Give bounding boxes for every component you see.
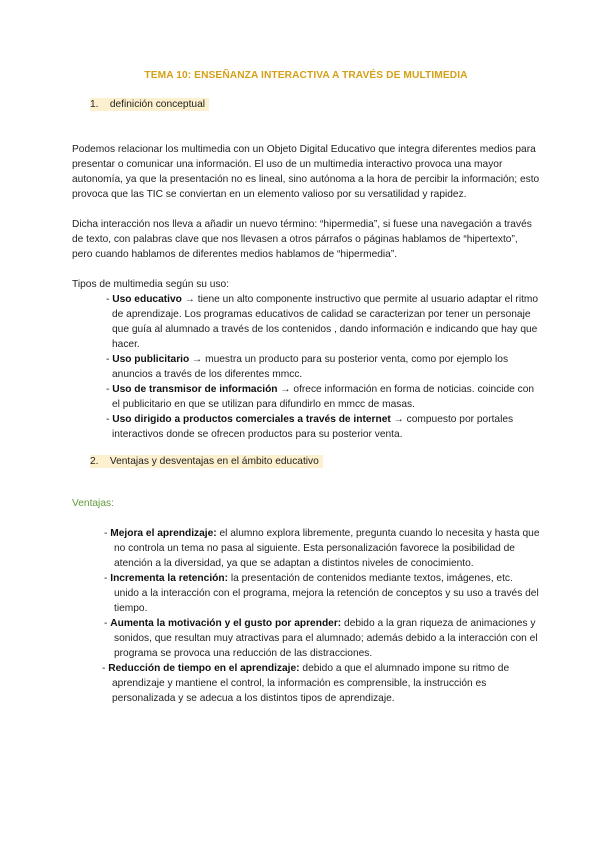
list-item: - Uso de transmisor de información → ofrece información en forma de noticias. coincide con el publicitario en que se utilizan para difundirlo en mmcc de masas. bbox=[106, 384, 535, 410]
paragraph-multimedia: Podemos relacionar los multimedia con un Objeto Digital Educativo que integra diferentes medios para presentar o comunicar una información. El uso de un multimedia interactivo provoca una mayor autonomía, ya que la presentación no es lineal, sino autónoma a la hora de percibir la información; esto provoca que las TIC se conviertan en un elemento valioso por su versatilidad y rapidez. bbox=[72, 144, 540, 200]
list-item: - Mejora el aprendizaje: el alumno explora libremente, pregunta cuando lo necesita y hasta que no controla un tema no pasa al siguiente. Esta personalización favorece la posibilidad de atención a la diversidad, ya que se adaptan a distintos niveles de conocimiento. bbox=[104, 528, 540, 569]
list-item: - Uso dirigido a productos comerciales a través de internet → compuesto por portales interactivos donde se ofrecen productos para su posterior venta. bbox=[106, 414, 514, 440]
paragraph-hipermedia: Dicha interacción nos lleva a añadir un nuevo término: “hipermedia”, si fuese una navegación a través de texto, con palabras clave que nos llevasen a otros párrafos o páginas hablamos de “hipertexto”, pero cuando hablamos de diferentes medios hablamos de “hipermedia”. bbox=[72, 219, 532, 260]
list-item: - Incrementa la retención: la presentación de contenidos mediante textos, imágenes, etc. unido a la interacción con el programa, mejora la retención de conceptos y su uso a través del tiempo. bbox=[104, 573, 539, 614]
list-item: - Reducción de tiempo en el aprendizaje: debido a que el alumnado impone su ritmo de aprendizaje y mantiene el control, la información es comprensible, la instrucción es personalizada y se adecua a los distintos tipos de aprendizaje. bbox=[102, 663, 510, 704]
types-intro: Tipos de multimedia según su uso: bbox=[72, 279, 230, 290]
types-list bbox=[72, 292, 540, 442]
ventajas-label: Ventajas: bbox=[72, 498, 114, 509]
section-heading-1 bbox=[90, 97, 540, 112]
section-heading-2 bbox=[90, 454, 540, 469]
ventajas-list bbox=[72, 526, 540, 706]
section-label: definición conceptual bbox=[109, 99, 205, 110]
list-item: - Aumenta la motivación y el gusto por aprender: debido a la gran riqueza de animaciones y sonidos, que resultan muy atractivas para el alumnado; además debido a la interacción con el programa se provoca una reducción de las distracciones. bbox=[104, 618, 538, 659]
section-number: 2. bbox=[90, 456, 99, 467]
section-number: 1. bbox=[90, 99, 99, 110]
list-item: - Uso educativo → tiene un alto componente instructivo que permite al usuario adaptar el ritmo de aprendizaje. Los programas educativos de calidad se caracterizan por tener un personaje que guía al alumnado a través de los contenidos , dando información e indicando que hay que hacer. bbox=[106, 294, 539, 350]
section-label: Ventajas y desventajas en el ámbito educativo bbox=[109, 456, 319, 467]
list-item: - Uso publicitario → muestra un producto para su posterior venta, como por ejemplo los anuncios a través de los diferentes mmcc. bbox=[106, 354, 509, 380]
document-title: TEMA 10: ENSEÑANZA INTERACTIVA A TRAVÉS DE MULTIMEDIA bbox=[144, 70, 468, 81]
